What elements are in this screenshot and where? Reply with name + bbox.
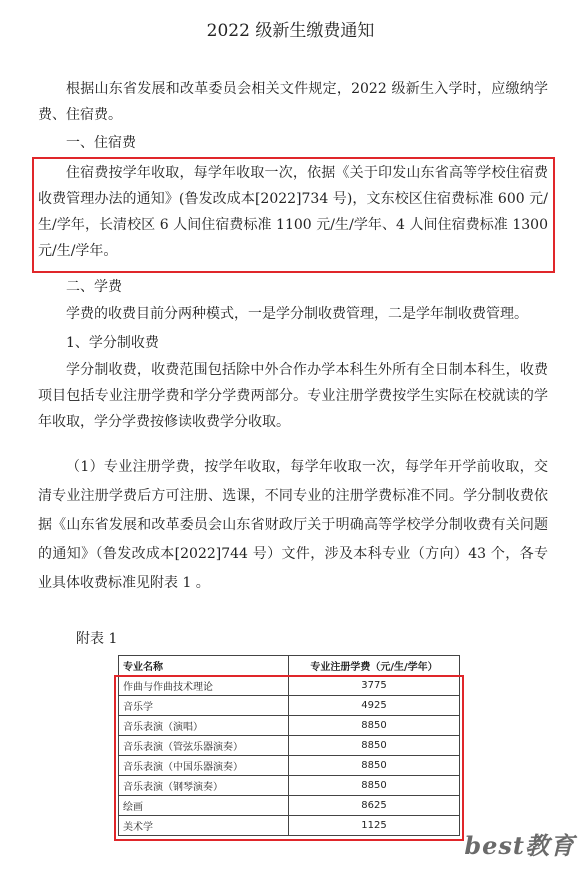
registration-fee-paragraph: （1）专业注册学费，按学年收取，每学年收取一次，每学年开学前收取，交清专业注册学费后方可注册、选课，不同专业的注册学费标准不同。学分制收费依据《山东省发展和改革委员会山东省财政厅关于明确高等学校学分制收费有关问题的通知》（鲁发改成本[2022]744 号）文件，涉及本科专业（方向）43 个，各专业具体收费标准见附表 1 。: [38, 459, 548, 591]
major-name-cell: 音乐表演（管弦乐器演奏）: [119, 736, 289, 756]
table-caption: 附表 1: [76, 631, 118, 647]
dormitory-fee-paragraph: 住宿费按学年收取，每学年收取一次，依据《关于印发山东省高等学校住宿费收费管理办法的通知》(鲁发改成本[2022]734 号)，文东校区住宿费标准 600 元/生/学年，长清校区 6 人间住宿费标准 1100 元/生/学年、4 人间住宿费标准 1300 元/生/学年。: [38, 165, 548, 259]
major-name-cell: 绘画: [119, 796, 289, 816]
column-header-major: 专业名称: [119, 656, 289, 676]
fee-cell: 8850: [289, 736, 460, 756]
major-name-cell: 作曲与作曲技术理论: [119, 676, 289, 696]
subsection-heading-credit: 1、学分制收费: [66, 335, 159, 351]
fee-cell: 3775: [289, 676, 460, 696]
tuition-modes-paragraph: 学费的收费目前分两种模式，一是学分制收费管理，二是学年制收费管理。: [66, 306, 528, 322]
highlight-box-table: [114, 675, 464, 841]
major-name-cell: 音乐表演（演唱）: [119, 716, 289, 736]
major-name-cell: 音乐表演（中国乐器演奏）: [119, 756, 289, 776]
fee-cell: 1125: [289, 816, 460, 836]
section-heading-dormitory: 一、住宿费: [66, 135, 136, 151]
intro-paragraph: 根据山东省发展和改革委员会相关文件规定，2022 级新生入学时，应缴纳学费、住宿费。: [38, 81, 548, 123]
fee-cell: 4925: [289, 696, 460, 716]
fee-cell: 8850: [289, 716, 460, 736]
credit-fee-paragraph: 学分制收费，收费范围包括除中外合作办学本科生外所有全日制本科生，收费项目包括专业注册学费和学分学费两部分。专业注册学费按学生实际在校就读的学年收取，学分学费按修读收费学分收取。: [38, 362, 548, 430]
major-name-cell: 美术学: [119, 816, 289, 836]
fee-cell: 8625: [289, 796, 460, 816]
major-name-cell: 音乐学: [119, 696, 289, 716]
table-header-row: [119, 656, 460, 676]
fee-cell: 8850: [289, 756, 460, 776]
watermark-logo: best教育: [464, 831, 575, 860]
fee-cell: 8850: [289, 776, 460, 796]
page-title: 2022 级新生缴费通知: [206, 21, 375, 41]
column-header-fee: 专业注册学费（元/生/学年）: [289, 656, 460, 676]
major-name-cell: 音乐表演（钢琴演奏）: [119, 776, 289, 796]
section-heading-tuition: 二、学费: [66, 279, 122, 295]
